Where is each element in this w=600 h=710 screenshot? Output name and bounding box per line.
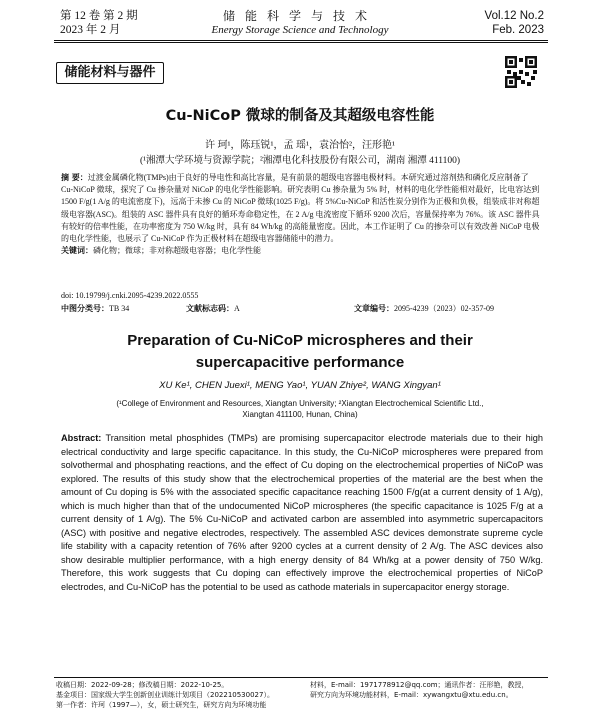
qr-code-icon xyxy=(505,56,537,88)
keywords-cn-label: 关键词： xyxy=(61,246,93,256)
article-no-value: 2095-4239（2023）02-357-09 xyxy=(394,304,494,313)
clc-label: 中图分类号： xyxy=(61,304,109,313)
abstract-en-block xyxy=(61,432,543,594)
doc-code-value: A xyxy=(234,304,240,313)
volume-cn: 第 12 卷 第 2 期 xyxy=(60,10,138,22)
doi: doi: 10.19799/j.cnki.2095-4239.2022.0555 xyxy=(61,291,199,300)
footnote-rule xyxy=(54,677,548,678)
footnote-right xyxy=(310,680,550,700)
header-volume-en xyxy=(485,9,544,37)
abstract-en-text: Transition metal phosphides (TMPs) are promising supercapacitor electrode materials due to their high electrical conductivity and large specific capacitance. In this study, the Cu-NiCoP microspheres were prepared from solvothermal and phosphating reactions, and the effect of Cu doping on the electrochemical properties of NiCoP was explored. The results of this study show that the electrochemical properties of the material are the best when the amount of Cu doping is 5% with the associated specific capacitance reaching 1500 F/g(at a current density of 1 A/g), which is much higher than that of the undocumented NiCoP microspheres (the specific capacitance is 1025 F/g at a current density of 1 A/g). The 5% Cu-NiCoP and activated carbon are assembled into asymmetric supercapacitors (ASC) with positive and negative electrodes, respectively. The assembled ASC devices demonstrate supreme cycle life stability with a capacity retention of 76% after 9200 cycles at a current density of 2 A/g. The ASC devices also show desirable multiplier performance, with a high energy density of 84 Wh/kg at a power density of 750 W/kg. Therefore, this work suggests that Cu doping can effectively improve the electrochemical properties of NiCoP electrodes, and Cu-NiCoP has the potential to be used as cathode materials in supercapacitor energy storage. xyxy=(61,433,543,592)
title-en-line2: supercapacitive performance xyxy=(195,354,405,371)
title-en-line1: Preparation of Cu-NiCoP microspheres and their xyxy=(127,332,473,349)
authors-cn: 许 珂¹，陈珏锐¹，孟 瑶¹，袁治怡²，汪形艳¹ xyxy=(205,140,395,151)
volume-en: Vol.12 No.2 xyxy=(484,10,544,22)
authors-en: XU Ke¹, CHEN Juexi¹, MENG Yao¹, YUAN Zhiye², WANG Xingyan¹ xyxy=(159,380,441,391)
affiliation-en-line2: Xiangtan 411100, Hunan, China) xyxy=(242,410,358,419)
abstract-en-label: Abstract: xyxy=(61,433,102,443)
affiliation-en xyxy=(90,398,510,420)
article-no-label: 文章编号： xyxy=(354,304,394,313)
clc-value: TB 34 xyxy=(109,304,130,313)
section-label: 储能材料与器件 xyxy=(56,62,164,84)
title-cn: Cu-NiCoP 微球的制备及其超级电容性能 xyxy=(165,108,435,124)
abstract-cn-label: 摘 要： xyxy=(61,173,88,182)
footnote-funding: 基金项目：国家级大学生创新创业训练计划项目（202210530027）。 xyxy=(56,691,274,699)
footnote-email-first: 材料，E-mail：1971778912@qq.com；通讯作者：汪形艳，教授， xyxy=(310,681,529,689)
journal-name-cn: 储能科学与技术 xyxy=(222,9,377,23)
title-en xyxy=(0,330,600,374)
footnote-corresponding: 研究方向为环境功能材料，E-mail：xywangxtu@xtu.edu.cn。 xyxy=(310,691,513,699)
doc-code-label: 文献标志码： xyxy=(186,304,234,313)
classification-row xyxy=(61,303,541,315)
header-rule xyxy=(54,40,548,41)
footnote-received: 收稿日期：2022-09-28；修改稿日期：2022-10-25。 xyxy=(56,681,229,689)
header-rule-secondary xyxy=(54,42,548,43)
journal-name-en: Energy Storage Science and Technology xyxy=(211,24,389,36)
abstract-cn-text: 过渡金属磷化物(TMPs)由于良好的导电性和高比容量，是有前景的超级电容器电极材料。本研究通过溶剂热和磷化反应制备了 Cu-NiCoP 微球，探究了 Cu 掺杂量对 NiCoP 的电化学性能影响。研究表明 Cu 掺杂量为 5% 时，材料的电化学性能相对最好，比电容达到 1500 F/g(1 A/g 的电流密度下)，远高于未掺 Cu 的 NiCoP 微球(1025 F/g)。将 5%Cu-NiCoP 和活性炭分别作为正极和负极，组装成非对称超级电容器(ASC)。组装的 ASC 器件具有良好的循环寿命稳定性，在 2 A/g 电流密度下循环 9200 次后，容量保持率为 76%。该 ASC 器件具有较好的倍率性能，在功率密度为 750 W/kg 时，具有 84 Wh/kg 的高能量密度。因此，本工作证明了 Cu 的掺杂可以有效改善 NiCoP 电极的电化学性能，也展示了 Cu-NiCoP 作为正极材料在超级电容器储能中的潜力。 xyxy=(61,173,540,244)
affiliation-en-line1: (¹College of Environment and Resources, Xiangtan University; ²Xiangtan Electrochemical Scientific Ltd., xyxy=(116,399,484,408)
footnote-first-author: 第一作者：许珂（1997—），女，硕士研究生，研究方向为环境功能 xyxy=(56,701,267,709)
footnote-left xyxy=(56,680,306,710)
date-en: Feb. 2023 xyxy=(492,24,544,36)
affiliation-cn: (¹湘潭大学环境与资源学院；²湘潭电化科技股份有限公司，湖南 湘潭 411100) xyxy=(139,156,461,166)
keywords-cn-text: 磷化物；微球；非对称超级电容器；电化学性能 xyxy=(93,246,261,256)
abstract-cn-block xyxy=(61,172,541,257)
date-cn: 2023 年 2 月 xyxy=(60,24,121,36)
